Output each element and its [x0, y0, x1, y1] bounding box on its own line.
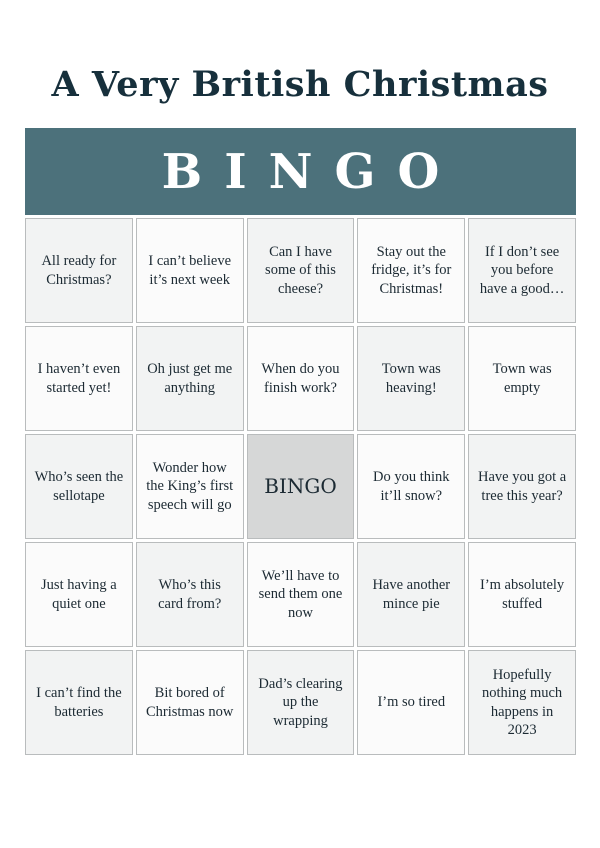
bingo-cell[interactable]: Who’s this card from? [136, 542, 244, 647]
bingo-cell[interactable]: Just having a quiet one [25, 542, 133, 647]
bingo-cell[interactable]: Do you think it’ll snow? [357, 434, 465, 539]
bingo-cell[interactable]: Hopefully nothing much happens in 2023 [468, 650, 576, 755]
bingo-cell[interactable]: I’m so tired [357, 650, 465, 755]
bingo-card [25, 128, 576, 755]
bingo-cell[interactable]: Who’s seen the sellotape [25, 434, 133, 539]
bingo-cell[interactable]: Can I have some of this cheese? [247, 218, 355, 323]
bingo-cell[interactable]: We’ll have to send them one now [247, 542, 355, 647]
bingo-cell[interactable]: Have another mince pie [357, 542, 465, 647]
bingo-cell[interactable]: If I don’t see you before have a good… [468, 218, 576, 323]
bingo-cell[interactable]: Bit bored of Christmas now [136, 650, 244, 755]
bingo-cell[interactable]: I can’t believe it’s next week [136, 218, 244, 323]
bingo-cell[interactable]: Wonder how the King’s first speech will go [136, 434, 244, 539]
bingo-cell[interactable]: I’m absolutely stuffed [468, 542, 576, 647]
bingo-header-word: BINGO [161, 143, 462, 200]
bingo-cell[interactable]: Stay out the fridge, it’s for Christmas! [357, 218, 465, 323]
bingo-cell[interactable]: Town was heaving! [357, 326, 465, 431]
bingo-cell[interactable]: Oh just get me anything [136, 326, 244, 431]
bingo-free-cell[interactable]: BINGO [247, 434, 355, 539]
page-title: A Very British Christmas [51, 64, 549, 105]
bingo-grid [25, 215, 576, 755]
bingo-cell[interactable]: I can’t find the batteries [25, 650, 133, 755]
bingo-cell[interactable]: Dad’s clearing up the wrapping [247, 650, 355, 755]
bingo-cell[interactable]: Have you got a tree this year? [468, 434, 576, 539]
bingo-cell[interactable]: All ready for Christmas? [25, 218, 133, 323]
bingo-header-banner [25, 128, 576, 215]
bingo-cell[interactable]: Town was empty [468, 326, 576, 431]
bingo-cell[interactable]: I haven’t even started yet! [25, 326, 133, 431]
bingo-cell[interactable]: When do you finish work? [247, 326, 355, 431]
